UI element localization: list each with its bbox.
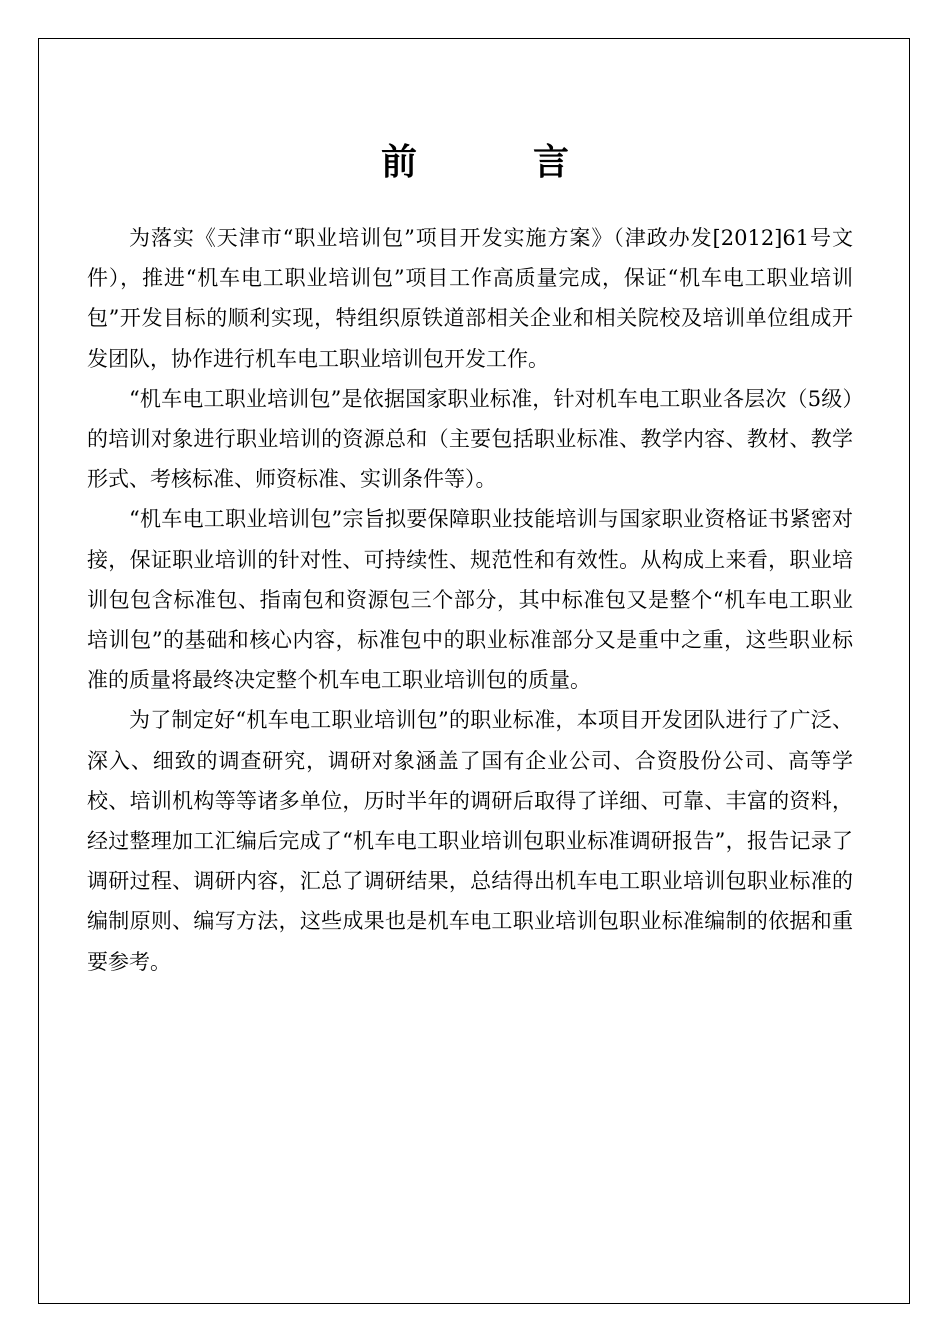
paragraph-1: 为落实《天津市“职业培训包”项目开发实施方案》（津政办发[2012]61号文件），推进“机车电工职业培训包”项目工作高质量完成，保证“机车电工职业培训包”开发目标的顺利实现，特组织原铁道部相关企业和相关院校及培训单位组成开发团队，协作进行机车电工职业培训包开发工作。 [87,226,853,371]
preface-body [87,218,853,982]
page-title: 前 言 [380,142,609,184]
paragraph-2: “机车电工职业培训包”是依据国家职业标准，针对机车电工职业各层次（5级）的培训对象进行职业培训的资源总和（主要包括职业标准、教学内容、教材、教学形式、考核标准、师资标准、实训条件等）。 [87,386,853,492]
paragraph-4: 为了制定好“机车电工职业培训包”的职业标准，本项目开发团队进行了广泛、深入、细致的调查研究，调研对象涵盖了国有企业公司、合资股份公司、高等学校、培训机构等等诸多单位，历时半年的调研后取得了详细、可靠、丰富的资料，经过整理加工汇编后完成了“机车电工职业培训包职业标准调研报告”，报告记录了调研过程、调研内容，汇总了调研结果，总结得出机车电工职业培训包职业标准的编制原则、编写方法，这些成果也是机车电工职业培训包职业标准编制的依据和重要参考。 [87,708,853,974]
paragraph-3: “机车电工职业培训包”宗旨拟要保障职业技能培训与国家职业资格证书紧密对接，保证职业培训的针对性、可持续性、规范性和有效性。从构成上来看，职业培训包包含标准包、指南包和资源包三个部分，其中标准包又是整个“机车电工职业培训包”的基础和核心内容，标准包中的职业标准部分又是重中之重，这些职业标准的质量将最终决定整个机车电工职业培训包的质量。 [87,507,853,693]
